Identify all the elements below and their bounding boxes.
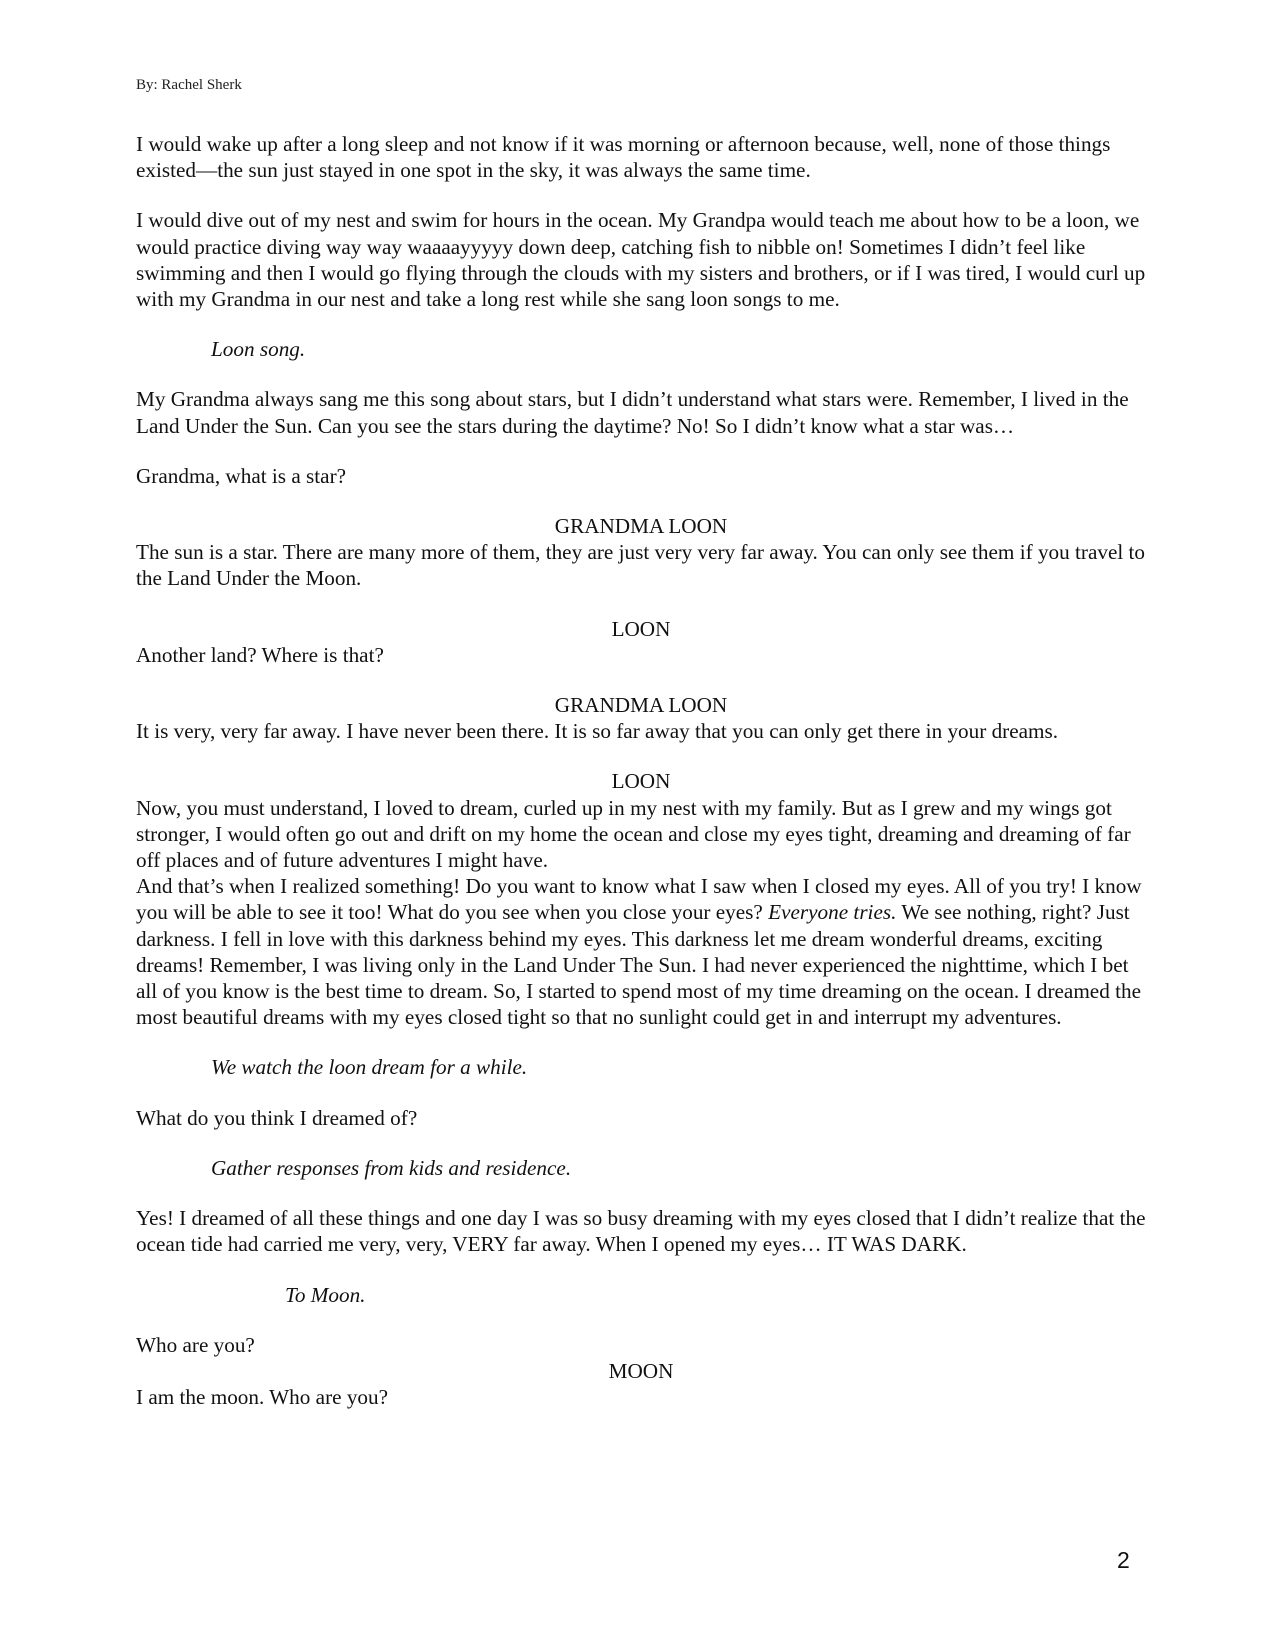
character-name: GRANDMA LOON xyxy=(554,693,728,718)
dialogue: Another land? Where is that? xyxy=(136,642,384,667)
inline-direction: Everyone tries. xyxy=(768,900,897,925)
paragraph: Yes! I dreamed of all these things and one day I was so busy dreaming with my eyes closed that I didn’t realize that the ocean tide had carried me very, very, VERY far away. When I opened my eyes… IT WAS DARK. xyxy=(136,1206,1146,1257)
character-name: LOON xyxy=(611,769,671,794)
dialogue: It is very, very far away. I have never been there. It is so far away that you can only get there in your dreams. xyxy=(136,719,1059,744)
paragraph: What do you think I dreamed of? xyxy=(136,1105,418,1130)
dialogue-text: We see nothing, right? Just darkness. I fell in love with this darkness behind my eyes. This darkness let me dream wonderful dreams, exciting dreams! Remember, I was living only in the Land Under The Sun. I had never experienced the nighttime, which I bet all of you know is the best time to dream. So, I started to spend most of my time dreaming on the ocean. I dreamed the most beautiful dreams with my eyes closed tight so that no sunlight could get in and interrupt my adventures. xyxy=(136,900,1141,1030)
stage-direction: Loon song. xyxy=(211,337,306,362)
paragraph: My Grandma always sang me this song about stars, but I didn’t understand what stars were. Remember, I lived in the Land Under the Sun. Can you see the stars during the daytime? No! So I didn’t know what a star was… xyxy=(136,387,1129,438)
paragraph: I would wake up after a long sleep and not know if it was morning or afternoon because, well, none of those things existed—the sun just stayed in one spot in the sky, it was always the same time. xyxy=(136,132,1111,183)
stage-direction: To Moon. xyxy=(285,1282,366,1307)
dialogue: I am the moon. Who are you? xyxy=(136,1385,389,1410)
paragraph: Grandma, what is a star? xyxy=(136,463,347,488)
character-name: MOON xyxy=(608,1358,674,1383)
character-name: LOON xyxy=(611,616,671,641)
paragraph: I would dive out of my nest and swim for hours in the ocean. My Grandpa would teach me about how to be a loon, we would practice diving way way waaaayyyyy down deep, catching fish to nibble on! Sometimes I didn’t feel like swimming and then I would go flying through the clouds with my sisters and brothers, or if I was tired, I would curl up with my Grandma in our nest and take a long rest while she sang loon songs to me. xyxy=(136,208,1146,312)
byline: By: Rachel Sherk xyxy=(136,77,242,93)
page-number: 2 xyxy=(1117,1547,1130,1573)
character-name: GRANDMA LOON xyxy=(554,514,728,539)
paragraph: Who are you? xyxy=(136,1332,255,1357)
dialogue: Now, you must understand, I loved to dream, curled up in my nest with my family. But as I grew and my wings got stronger, I would often go out and drift on my home the ocean and close my eyes tight, dreaming and dreaming of far off places and of future adventures I might have. xyxy=(136,795,1131,873)
stage-direction: We watch the loon dream for a while. xyxy=(211,1055,528,1080)
script-page xyxy=(136,131,1146,1434)
dialogue-text: And that’s when I realized something! Do you want to know what I saw when I closed my eyes. All of you try! I know you will be able to see it too! What do you see when you close your eyes? xyxy=(136,874,1142,925)
dialogue: The sun is a star. There are many more of them, they are just very very far away. You can only see them if you travel to the Land Under the Moon. xyxy=(136,540,1146,591)
dialogue xyxy=(136,873,1146,1030)
stage-direction: Gather responses from kids and residence. xyxy=(211,1155,572,1180)
